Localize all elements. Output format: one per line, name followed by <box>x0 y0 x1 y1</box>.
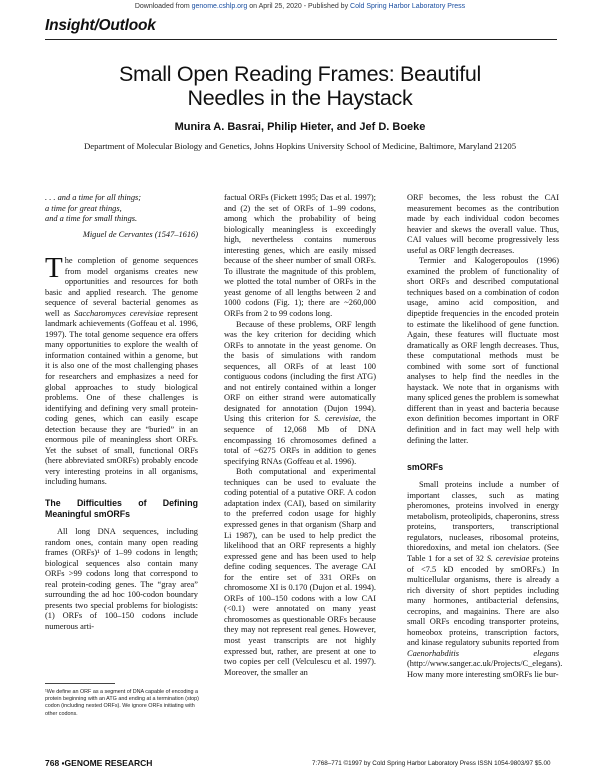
text-run: represent landmark achievements (Goffeau et al. 1996, 1997). The total genome sequence era offers many opportunities to explore the wealth of information contained within a genome, but it is also one of the most challenging phases for researchers and emphasizes a need for global approaches to study biological problems. One of these challenges is identifying and defining very small protein-coding genes, which can easily escape detection because they are “buried” in an enormous pile of meaningless short ORFs. Yet the subset of small, functional ORFs (here abbreviated smORFs) probably encode very interesting proteins in all organisms, including humans. <box>45 308 198 487</box>
italic-run: S. cerevisiae <box>313 414 359 424</box>
section-heading: The Difficulties of Defining Meaningful smORFs <box>45 498 198 520</box>
text-run: proteins of <7.5 kD encoded by smORFs.) In multicellular organisms, there is already a rich diversity of short peptides including many hormones, antibacterial defensins, cecropins, and magainins. There are also small ORFs encoding transporter proteins, homeobox proteins, transcription factors, and kinase regulatory subunits reported from <box>407 553 560 648</box>
affiliation: Department of Molecular Biology and Genetics, Johns Hopkins University School of Medicine, Baltimore, Maryland 21205 <box>83 141 517 151</box>
footnote: ¹We define an ORF as a segment of DNA capable of encoding a protein beginning with an ATG and ending at a termination (stop) codon (including nested ORFs). We ignore ORFs initiating with other codons. <box>45 689 199 717</box>
column-3 <box>407 193 563 681</box>
page-footer-left: 768 ▪GENOME RESEARCH <box>45 758 153 768</box>
text-run: Small proteins include a number of important classes, such as mating pheromones, proteins involved in energy metabolism, proteolipids, chaperonins, stress proteins, transporters, transcriptional regulators, nucleases, ribosomal proteins, thioredoxins, and metal ion chelators. (See Table 1 for a set of 32 <box>407 480 559 563</box>
italic-run: Caenorhabditis elegans <box>407 648 559 658</box>
authors: Munira A. Basrai, Philip Hieter, and Jef D. Boeke <box>174 121 426 133</box>
paragraph: ORF becomes, the less robust the CAI measurement becomes as the contribution made by each individual codon becomes heavier and skews the overall value. Thus, CAI values will become progressively less useful as ORF length decreases. <box>407 193 559 255</box>
column-2 <box>224 193 376 678</box>
section-label: Insight/Outlook <box>45 17 156 34</box>
section-heading: smORFs <box>407 462 444 473</box>
epigraph-attribution: Miguel de Cervantes (1547–1616) <box>82 229 198 239</box>
drop-cap: T <box>45 252 63 284</box>
epigraph-line: and a time for small things. <box>45 214 138 224</box>
article-title <box>40 62 560 110</box>
epigraph-line: a time for great things, <box>45 203 122 213</box>
download-middle: on April 25, 2020 - Published by <box>247 3 351 10</box>
paragraph: Termier and Kalogeropoulos (1996) examined the problem of functionality of short ORFs and described computational techniques based on a combination of codon usage, amino acid composition, and dipeptide frequencies in the encoded protein to estimate the likelihood of gene function. Again, these features will fluctuate most dramatically as ORF length decreases. Thus, these computational methods must be combined with some sort of functional analyses to help find the needles in the haystack. We note that in organisms with many spliced genes the problem is somewhat different than in yeast and bacteria because exon definition becomes important in ORF definition and in fact may well help with defining the latter. <box>407 256 559 445</box>
epigraph-line: . . . and a time for all things; <box>45 193 142 202</box>
paragraph: Both computational and experimental techniques can be used to evaluate the coding potential of a putative ORF. A codon adaptation index (CAI), based on similarity to the preferred codon usage for highly expressed genes in that organism (Sharp and Li 1987), can be used to help predict the likelihood that an ORF represents a highly expressed gene and has been used to help define coding sequences. The average CAI for the entire set of 331 ORFs on chromosome XI is 0.170 (Dujon et al. 1994). ORFs of 100–150 codons with a low CAI (<0.1) were annotated on many yeast chromosomes as questionable ORFs because they may not represent real genes. However, most yeast transcripts are not highly expressed but, rather, are present at one to two copies per cell (Velculescu et al. 1997). Moreover, the smaller an <box>224 467 376 677</box>
italic-run: S. cerevisiae <box>486 553 530 563</box>
site-link[interactable]: genome.cshlp.org <box>191 3 248 10</box>
paragraph: factual ORFs (Fickett 1995; Das et al. 1997); and (2) the set of ORFs of 1–99 codons, among which the probability of being biologically meaningless is exceedingly high, nevertheless contains numerous interesting genes, which are easily missed because of the sheer number of small ORFs. To illustrate the magnitude of this problem, we plotted the total number of ORFs in the yeast genome of all lengths between 2 and 1000 codons (Fig. 1); there are ~260,000 ORFs from 2 to 99 codons long. <box>224 193 376 319</box>
paragraph <box>45 252 198 488</box>
title-line-2: Needles in the Haystack <box>187 86 413 110</box>
italic-run: Saccharomyces cerevisiae <box>74 308 164 318</box>
download-prefix: Downloaded from <box>134 3 192 10</box>
page-footer-right: 7:768–771 ©1997 by Cold Spring Harbor Laboratory Press ISSN 1054-9803/97 $5.00 <box>312 760 551 767</box>
paragraph: All long DNA sequences, including random ones, contain many open reading frames (ORFs)¹ of 1–99 codons in length; biological sequences also contain many ORFs >99 codons long that correspond to real protein-coding genes. The “gray area” surrounding the ad hoc 100-codon boundary presents two special problems for biologists: (1) ORFs of 100–150 codons include numerous arti- <box>45 527 198 631</box>
paragraph <box>224 320 376 468</box>
text-run: (http://www.sanger.ac.uk/Projects/C_elegans). How many more interesting smORFs lie bur- <box>407 659 563 679</box>
column-1 <box>45 252 198 633</box>
epigraph <box>45 193 198 240</box>
text-run: Because of these problems, ORF length was the key criterion for deciding which ORFs to annotate in the yeast genome. On the basis of simulations with random sequences, all ORFs of at least 100 contiguous codons (including the first ATG) and not entirely contained within a longer ORF on either strand were automatically designated for annotation (Dujon 1994). Using this criterion for <box>224 319 376 424</box>
text-run: , the sequence of 12,068 Mb of DNA encompassing 16 chromosomes defined a total of ~6275 ORFs in addition to genes specifying RNAs (Goffeau et al. 1996). <box>224 414 377 466</box>
title-line-1: Small Open Reading Frames: Beautiful <box>118 62 482 86</box>
header-rule <box>45 39 557 40</box>
download-banner <box>0 3 600 10</box>
paragraph <box>407 480 563 680</box>
text-run: he completion of genome sequences from model organisms creates new opportunities and resources for both basic and applied research. The genome sequence of several bacterial genomes as well as <box>45 256 198 318</box>
footnote-rule <box>45 683 115 684</box>
publisher-link[interactable]: Cold Spring Harbor Laboratory Press <box>350 3 466 10</box>
